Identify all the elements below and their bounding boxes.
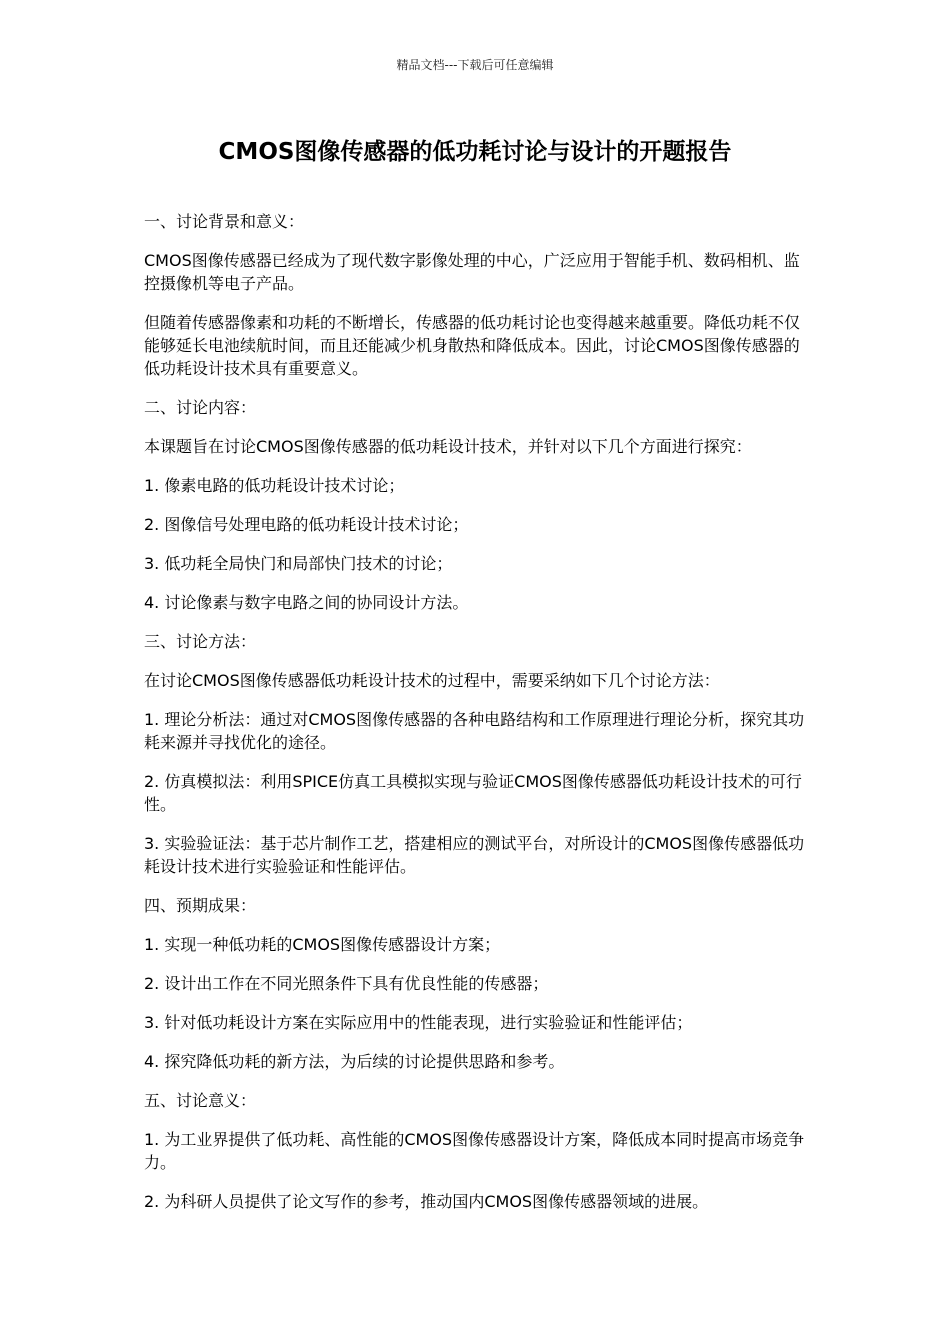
section-heading-content: 二、讨论内容： [144, 398, 257, 417]
list-item: 1. 为工业界提供了低功耗、高性能的CMOS图像传感器设计方案，降低成本同时提高市场竞争力。 [144, 1130, 805, 1172]
list-item: 4. 讨论像素与数字电路之间的协同设计方法。 [144, 593, 469, 612]
document-body [144, 210, 812, 1229]
section-heading-methods: 三、讨论方法： [144, 632, 257, 651]
list-item: 2. 设计出工作在不同光照条件下具有优良性能的传感器； [144, 974, 549, 993]
section-heading-outcomes: 四、预期成果： [144, 896, 257, 915]
list-item: 3. 实验验证法：基于芯片制作工艺，搭建相应的测试平台，对所设计的CMOS图像传感器低功耗设计技术进行实验验证和性能评估。 [144, 834, 805, 876]
paragraph: 本课题旨在讨论CMOS图像传感器的低功耗设计技术，并针对以下几个方面进行探究： [144, 437, 752, 456]
paragraph: CMOS图像传感器已经成为了现代数字影像处理的中心，广泛应用于智能手机、数码相机、监控摄像机等电子产品。 [144, 251, 800, 293]
page-header: 精品文档---下载后可任意编辑 [396, 58, 554, 72]
document-title: CMOS图像传感器的低功耗讨论与设计的开题报告 [218, 139, 732, 165]
list-item: 1. 实现一种低功耗的CMOS图像传感器设计方案； [144, 935, 501, 954]
list-item: 4. 探究降低功耗的新方法，为后续的讨论提供思路和参考。 [144, 1052, 565, 1071]
list-item: 2. 为科研人员提供了论文写作的参考，推动国内CMOS图像传感器领域的进展。 [144, 1192, 709, 1211]
list-item: 1. 像素电路的低功耗设计技术讨论； [144, 476, 405, 495]
list-item: 2. 图像信号处理电路的低功耗设计技术讨论； [144, 515, 469, 534]
section-heading-background: 一、讨论背景和意义： [144, 212, 305, 231]
list-item: 1. 理论分析法：通过对CMOS图像传感器的各种电路结构和工作原理进行理论分析，探究其功耗来源并寻找优化的途径。 [144, 710, 805, 752]
list-item: 2. 仿真模拟法：利用SPICE仿真工具模拟实现与验证CMOS图像传感器低功耗设计技术的可行性。 [144, 772, 802, 814]
list-item: 3. 针对低功耗设计方案在实际应用中的性能表现，进行实验验证和性能评估； [144, 1013, 693, 1032]
paragraph: 但随着传感器像素和功耗的不断增长，传感器的低功耗讨论也变得越来越重要。降低功耗不仅能够延长电池续航时间，而且还能减少机身散热和降低成本。因此，讨论CMOS图像传感器的低功耗设计技术具有重要意义。 [144, 313, 801, 378]
section-heading-significance: 五、讨论意义： [144, 1091, 257, 1110]
paragraph: 在讨论CMOS图像传感器低功耗设计技术的过程中，需要采纳如下几个讨论方法： [144, 671, 720, 690]
list-item: 3. 低功耗全局快门和局部快门技术的讨论； [144, 554, 453, 573]
